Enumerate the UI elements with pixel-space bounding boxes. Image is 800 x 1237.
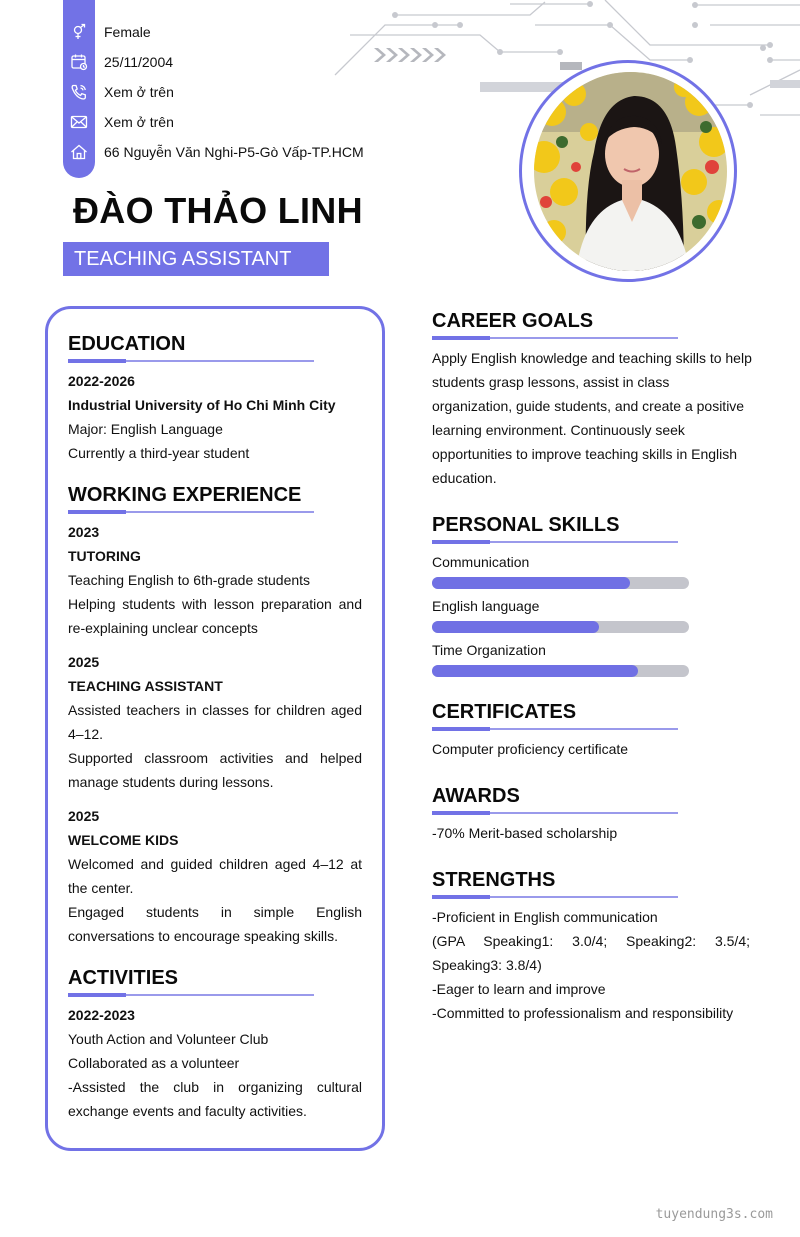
education-years: 2022-2026	[68, 373, 135, 389]
avatar	[534, 72, 727, 271]
skill-label: Communication	[432, 554, 530, 570]
contact-phone	[63, 77, 383, 107]
strengths-line: (GPA Speaking1: 3.0/4; Speaking2: 3.5/4; Speaking3: 3.8/4)	[432, 933, 750, 973]
career-goals-underline	[432, 337, 678, 339]
contact-address	[63, 137, 383, 167]
activities-years: 2022-2023	[68, 1007, 135, 1023]
job-description: Teaching English to 6th-grade students	[68, 572, 311, 588]
contact-gender	[63, 17, 383, 47]
skills-title: PERSONAL SKILLS	[432, 514, 620, 536]
education-status: Currently a third-year student	[68, 445, 250, 461]
job-role: WELCOME KIDS	[68, 832, 179, 848]
home-icon	[63, 137, 95, 167]
strengths-underline	[432, 896, 678, 898]
education-major: Major: English Language	[68, 421, 223, 437]
phone-text: Xem ở trên	[104, 84, 174, 100]
awards-text: -70% Merit-based scholarship	[432, 825, 618, 841]
skill-label: Time Organization	[432, 642, 546, 658]
skill-bar-track	[432, 577, 689, 589]
birthday-text: 25/11/2004	[104, 54, 174, 70]
address-text: 66 Nguyễn Văn Nghi-P5-Gò Vấp-TP.HCM	[104, 144, 364, 160]
activities-club: Youth Action and Volunteer Club	[68, 1031, 269, 1047]
experience-title: WORKING EXPERIENCE	[68, 484, 302, 506]
strengths-line: -Committed to professionalism and responsibility	[432, 1005, 734, 1021]
gender-icon	[63, 17, 95, 47]
activities-detail: -Assisted the club in organizing cultural exchange events and faculty activities.	[68, 1079, 362, 1119]
email-text: Xem ở trên	[104, 114, 174, 130]
skills-underline	[432, 541, 678, 543]
strengths-line: -Proficient in English communication	[432, 909, 658, 925]
contact-birthday	[63, 47, 383, 77]
job-year: 2025	[68, 808, 100, 824]
job-role: TUTORING	[68, 548, 141, 564]
experience-underline	[68, 511, 314, 513]
job-description: Assisted teachers in classes for children aged 4–12.	[68, 702, 362, 742]
job-year: 2025	[68, 654, 100, 670]
skill-label: English language	[432, 598, 540, 614]
phone-icon	[63, 77, 95, 107]
job-role: TEACHING ASSISTANT	[68, 678, 223, 694]
job-description: Engaged students in simple English conversations to encourage speaking skills.	[68, 904, 362, 944]
career-goals-title: CAREER GOALS	[432, 310, 594, 332]
skill-bar-fill	[432, 621, 599, 633]
job-description: Supported classroom activities and helped manage students during lessons.	[68, 750, 362, 790]
mail-icon	[63, 107, 95, 137]
awards-title: AWARDS	[432, 785, 520, 807]
activities-role: Collaborated as a volunteer	[68, 1055, 240, 1071]
candidate-name: ĐÀO THẢO LINH	[73, 190, 363, 231]
watermark: tuyendung3s.com	[655, 1207, 773, 1222]
strengths-line: -Eager to learn and improve	[432, 981, 606, 997]
activities-title: ACTIVITIES	[68, 967, 179, 989]
skill-bar-fill	[432, 577, 630, 589]
awards-underline	[432, 812, 678, 814]
job-description: Helping students with lesson preparation and re-explaining unclear concepts	[68, 596, 362, 636]
calendar-icon	[63, 47, 95, 77]
gender-text: Female	[104, 24, 151, 40]
skill-bar-track	[432, 621, 689, 633]
contact-email	[63, 107, 383, 137]
education-title: EDUCATION	[68, 333, 186, 355]
job-year: 2023	[68, 524, 100, 540]
skill-bar-track	[432, 665, 689, 677]
career-goals-text: Apply English knowledge and teaching skills to help students grasp lessons, assist in class organization, guide students, and create a positive learning environment. Continuously seek opportunities to improve teaching skills in English education.	[432, 350, 752, 486]
job-description: Welcomed and guided children aged 4–12 at the center.	[68, 856, 362, 896]
certificates-title: CERTIFICATES	[432, 701, 577, 723]
education-school: Industrial University of Ho Chi Minh City	[68, 397, 336, 413]
education-underline	[68, 360, 314, 362]
certificates-underline	[432, 728, 678, 730]
strengths-title: STRENGTHS	[432, 869, 556, 891]
job-title-badge: TEACHING ASSISTANT	[63, 242, 329, 276]
skill-bar-fill	[432, 665, 638, 677]
certificates-text: Computer proficiency certificate	[432, 741, 629, 757]
activities-underline	[68, 994, 314, 996]
